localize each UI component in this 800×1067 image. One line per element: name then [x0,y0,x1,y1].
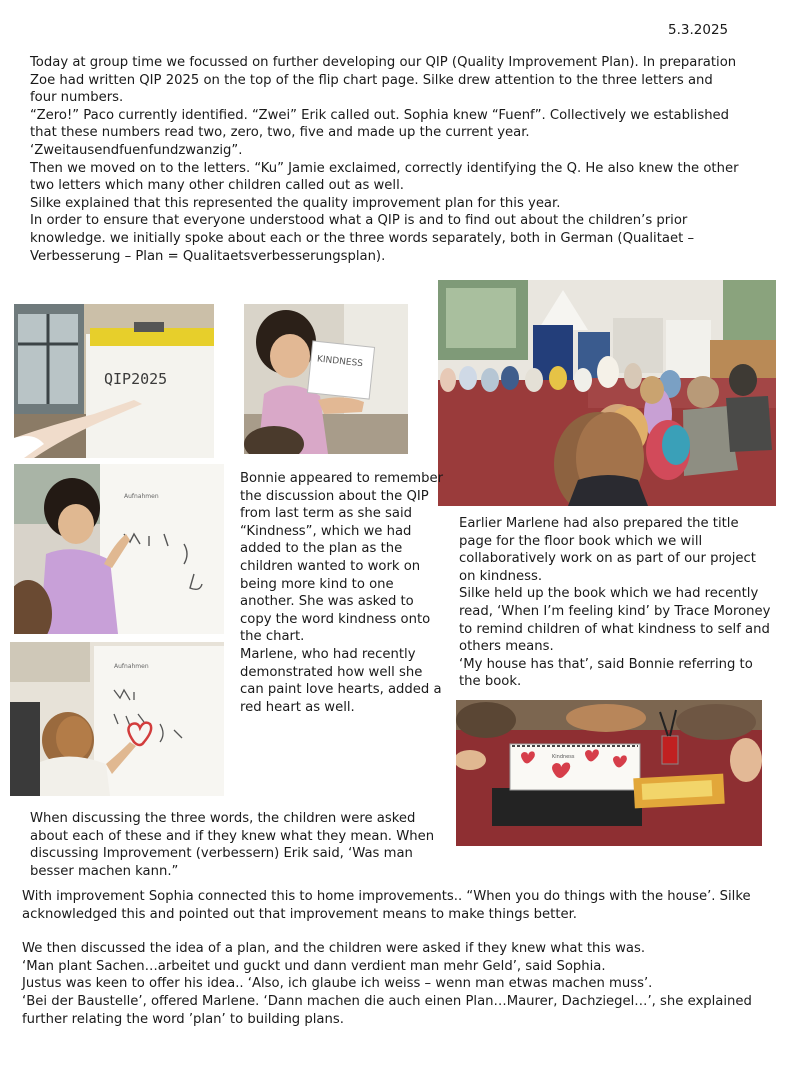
photo-writing-kindness [14,464,224,634]
book-reading-paragraph: Silke held up the book which we had recently read, ‘When I’m feeling kind’ by Trace Moroney to remind children of what kindness to self and others means. [459,586,771,655]
bonnie-kindness-text [240,470,444,716]
marlene-quote: ‘Bei der Baustelle’, offered Marlene. ‘Dann machen die auch einen Plan…Maurer, Dachziegel…’, she explained further relating the word ’plan’ to building plans. [22,993,752,1027]
intro-paragraph: Today at group time we focussed on further developing our QIP (Quality Improvement Plan). In preparation Zoe had written QIP 2025 on the top of the flip chart page. Silke drew attention to the three letters and four numbers. [30,55,737,106]
photo-group-time [438,280,776,506]
three-words-paragraph: When discussing the three words, the children were asked about each of these and if they knew what they mean. When discussing Improvement (verbessern) Erik said, ‘Was man besser machen kann.” [30,811,435,879]
improvement-paragraph: With improvement Sophia connected this to home improvements.. “When you do things with the house’. Silke acknowledged this and pointed out that improvement means to make things better. [22,889,751,922]
qip-chart-text: QIP2025 [104,370,168,388]
floor-book-paragraph: Earlier Marlene had also prepared the title page for the floor book which we will collaboratively work on as part of our project on kindness. [459,516,756,584]
svg-text:Aufnahmen: Aufnahmen [114,663,149,670]
justus-quote: Justus was keen to offer his idea.. ‘Also, ich glaube ich weiss – wenn man etwas machen muss’. [22,976,653,992]
three-words-text [30,810,440,880]
photo-painting-heart [10,642,224,796]
intro-paragraph: Silke explained that this represented the quality improvement plan for this year. [30,195,561,211]
plan-paragraph: We then discussed the idea of a plan, and the children were asked if they knew what this was. [22,941,646,957]
bonnie-quote-paragraph: ‘My house has that’, said Bonnie referring to the book. [459,656,753,690]
bonnie-paragraph: Bonnie appeared to remember the discussion about the QIP from last term as she said “Kindness”, which we had added to the plan as the children wanted to work on being more kind to one another. She was asked to copy the word kindness onto the chart. [240,471,444,645]
svg-text:Aufnahmen: Aufnahmen [124,493,159,500]
marlene-heart-paragraph: Marlene, who had recently demonstrated how well she can paint love hearts, added a red heart as well. [240,646,442,715]
document-date: 5.3.2025 [668,22,729,38]
floor-book-text [459,515,771,691]
kindness-card-text: KINDNESS [316,354,364,370]
intro-paragraph: “Zero!” Paco currently identified. “Zwei” Erik called out. Sophia knew “Fuenf”. Collectively we established that these numbers read two, zero, two, five and made up the current year. ‘Zweitausendfuenfundzwanzig”. [30,107,730,158]
closing-section [22,888,780,1028]
photo-qip-flipchart [14,304,214,458]
floor-book-title: Kindness [552,754,575,760]
sophia-quote: ‘Man plant Sachen…arbeitet und guckt und dann verdient man mehr Geld’, said Sophia. [22,958,606,974]
photo-floor-book [456,700,762,846]
intro-section [30,54,742,265]
photo-kindness-card [244,304,408,454]
intro-paragraph: Then we moved on to the letters. “Ku” Jamie exclaimed, correctly identifying the Q. He also knew the other two letters which many other children called out as well. [30,160,739,194]
intro-paragraph: In order to ensure that everyone understood what a QIP is and to find out about the children’s prior knowledge. we initially spoke about each or the three words separately, both in German (Qualitaet – Verbesserung – Plan = Qualitaetsverbesserungsplan). [30,213,695,264]
